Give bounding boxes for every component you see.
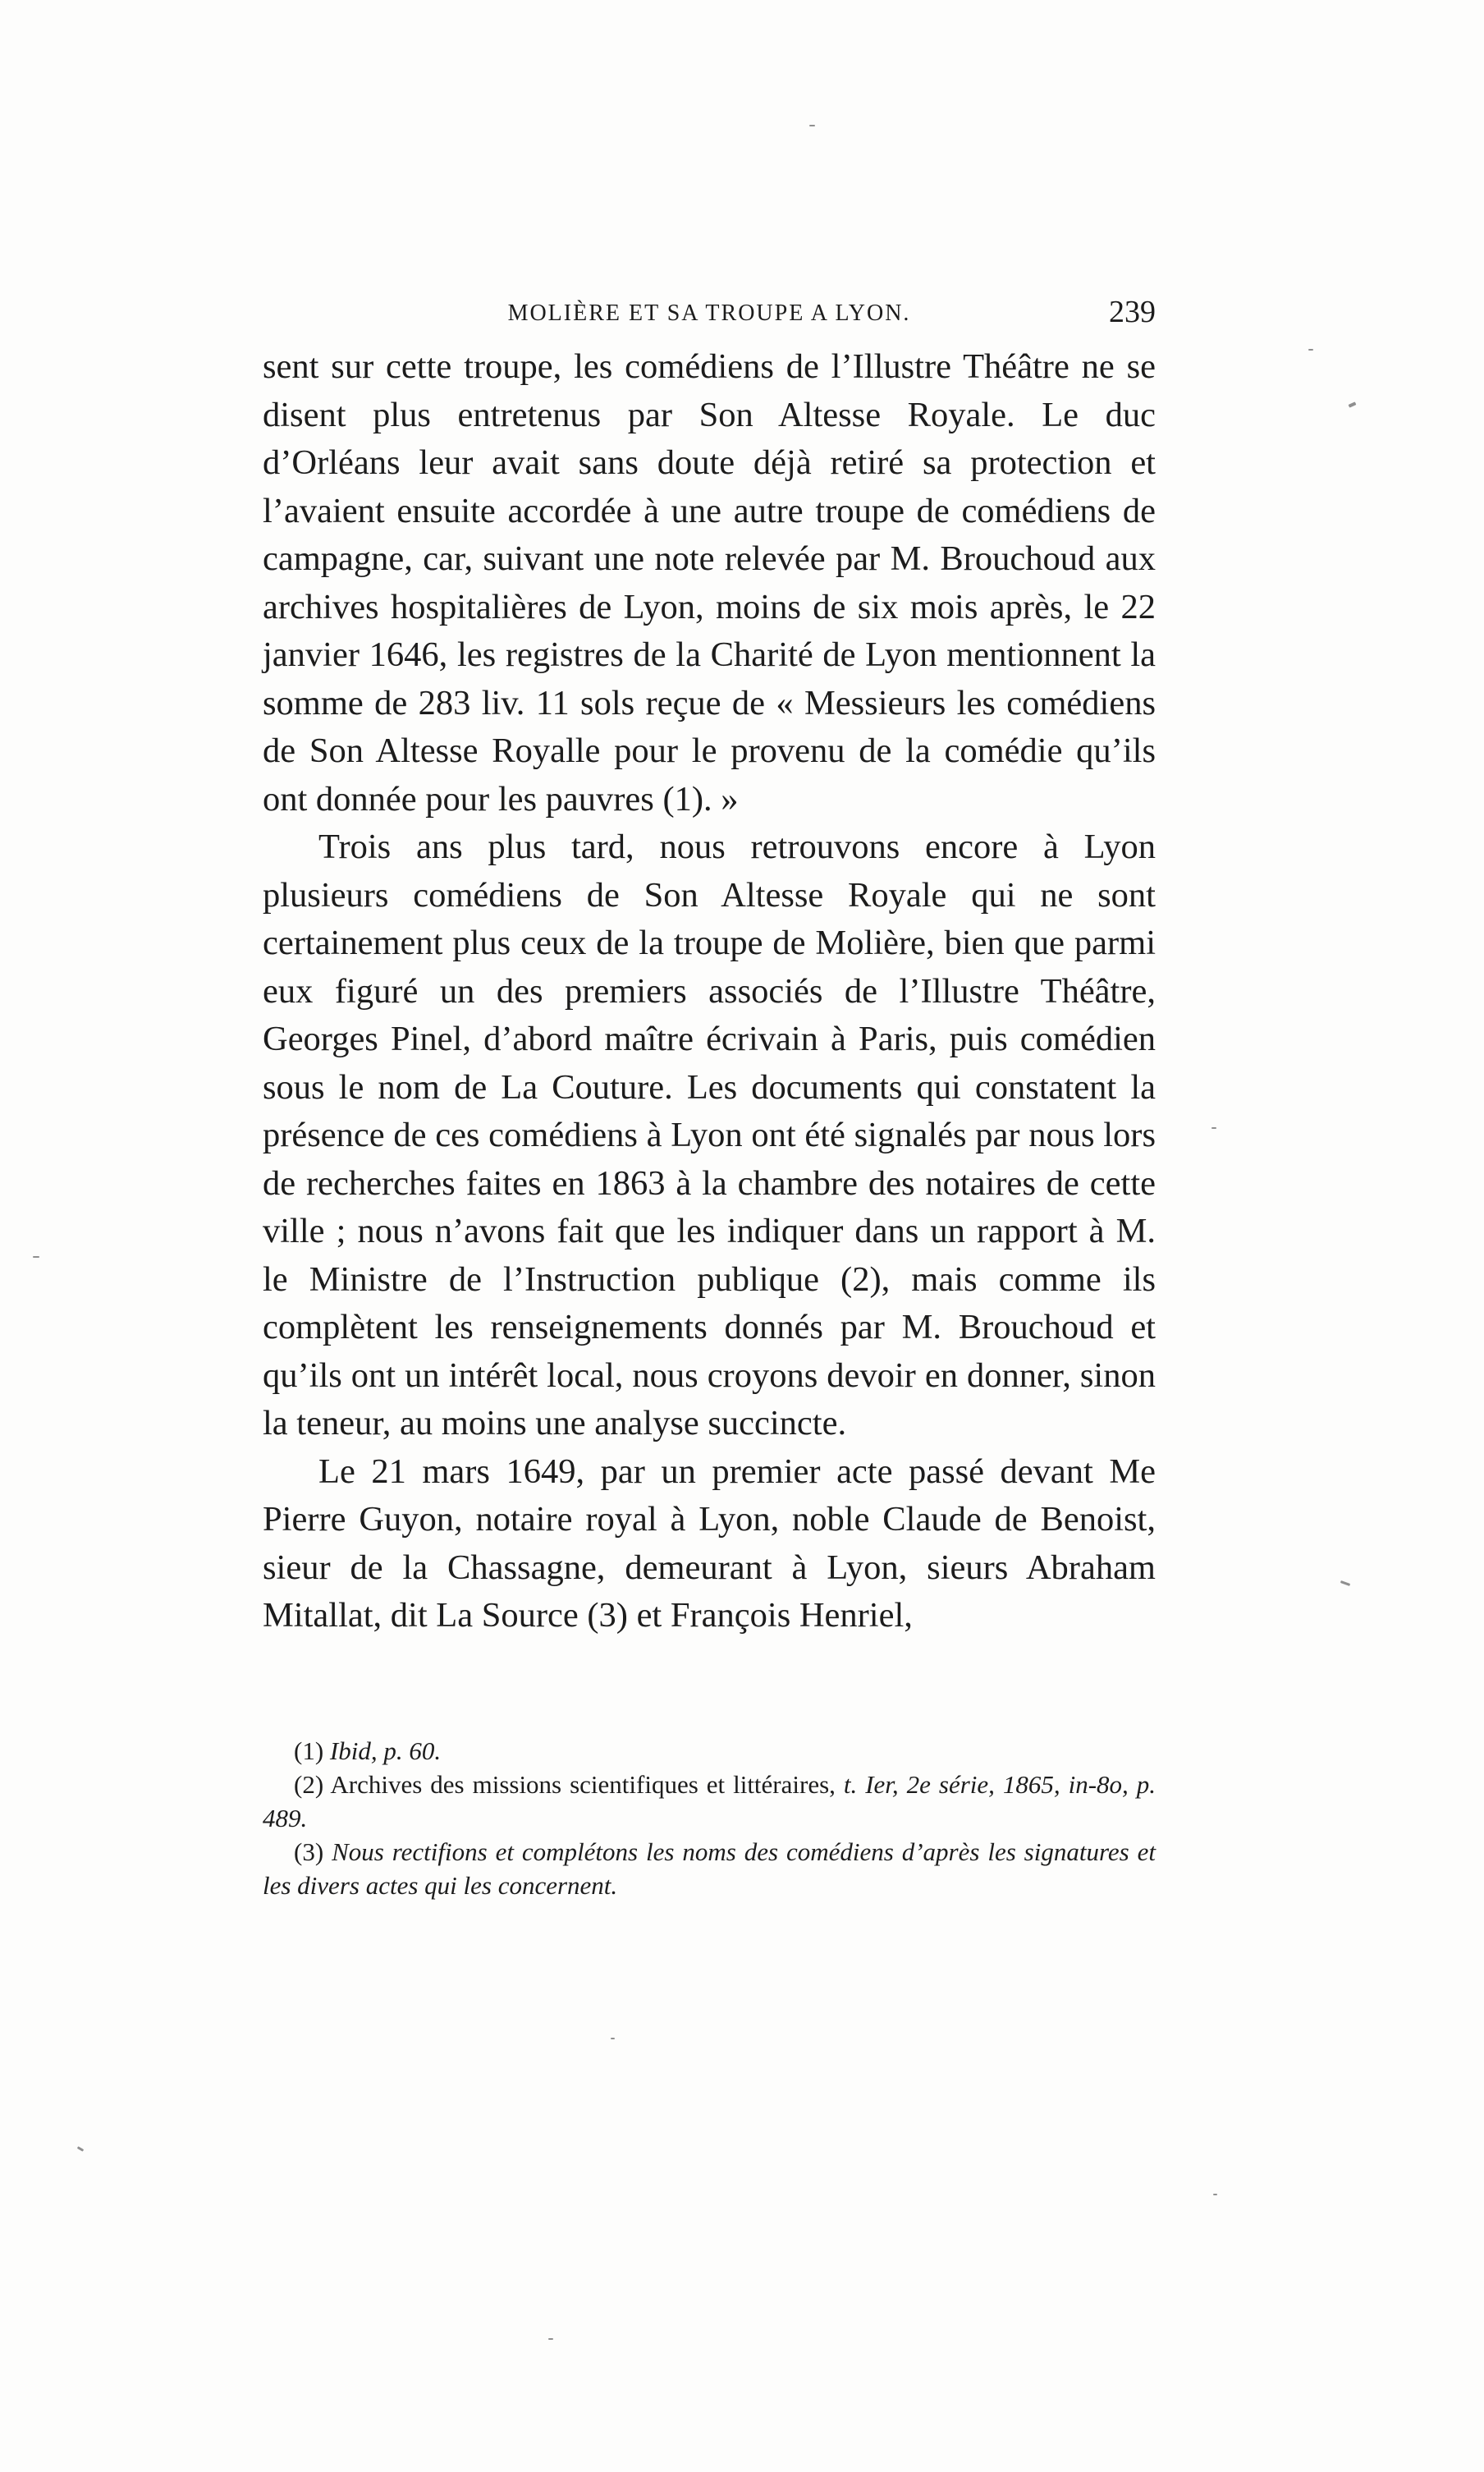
paragraph-continuation: sent sur cette troupe, les comédiens de l’Illustre Théâtre ne se disent plus entretenus par Son Altesse Royale. Le duc d’Orléans leur avait sans doute déjà retiré sa protection et l’avaient ensuite accordée à une autre troupe de comédiens de campagne, car, suivant une note relevée par M. Brouchoud aux archives hospitalières de Lyon, moins de six mois après, le 22 janvier 1646, les registres de la Charité de Lyon mentionnent la somme de 283 liv. 11 sols reçue de « Messieurs les comédiens de Son Altesse Royalle pour le provenu de la comédie qu’ils ont donnée pour les pauvres (1). » <box>263 347 1156 819</box>
scan-speck <box>548 2338 553 2340</box>
page-number: 239 <box>1109 295 1156 329</box>
scan-speck <box>809 125 815 126</box>
footnotes <box>263 1734 1156 1902</box>
footnote-2-reference: t. Ier, 2e série, 1865, in-8o, p. 489. <box>263 1770 1157 1832</box>
scan-speck <box>1349 401 1357 407</box>
footnote-3 <box>263 1835 1156 1902</box>
footnote-2-number: (2) <box>294 1770 324 1799</box>
footnote-2-text: Archives des missions scientifiques et littéraires, <box>330 1770 836 1799</box>
footnote-3-text: Nous rectifions et complétons les noms des comédiens d’après les signatures et les divers actes qui les concernent. <box>263 1837 1156 1900</box>
footnote-1-text: Ibid, p. 60. <box>329 1736 442 1765</box>
footnote-1-number: (1) <box>294 1736 324 1765</box>
scan-speck <box>1340 1580 1350 1586</box>
footnote-2 <box>263 1768 1156 1835</box>
scan-speck <box>1308 349 1313 351</box>
running-title: MOLIÈRE ET SA TROUPE A LYON. <box>507 300 911 326</box>
footnote-1 <box>263 1734 1156 1768</box>
page-header <box>263 294 1156 335</box>
scan-speck <box>1211 1127 1216 1129</box>
scan-speck <box>611 2038 615 2039</box>
footnote-3-number: (3) <box>294 1837 324 1866</box>
scan-speck <box>77 2146 84 2152</box>
scan-speck <box>1213 2194 1217 2195</box>
paragraph-trois-ans: Trois ans plus tard, nous retrouvons encore à Lyon plusieurs comédiens de Son Altesse Royale qui ne sont certainement plus ceux de la troupe de Molière, bien que parmi eux figuré un des premiers associés de l’Illustre Théâtre, Georges Pinel, d’abord maître écrivain à Paris, puis comédien sous le nom de La Couture. Les documents qui constatent la présence de ces comédiens à Lyon ont été signalés par nous lors de recherches faites en 1863 à la chambre des notaires de cette ville ; nous n’avons fait que les indiquer dans un rapport à M. le Ministre de l’Instruction publique (2), mais comme ils complètent les renseignements donnés par M. Brouchoud et qu’ils ont un intérêt local, nous croyons devoir en donner, sinon la teneur, au moins une analyse succincte. <box>263 828 1156 1442</box>
body-text <box>263 343 1156 1640</box>
paragraph-21-mars: Le 21 mars 1649, par un premier acte passé devant Me Pierre Guyon, notaire royal à Lyon, noble Claude de Benoist, sieur de la Chassagne, demeurant à Lyon, sieurs Abraham Mitallat, dit La Source (3) et François Henriel, <box>263 1452 1156 1635</box>
scan-speck <box>33 1256 39 1258</box>
